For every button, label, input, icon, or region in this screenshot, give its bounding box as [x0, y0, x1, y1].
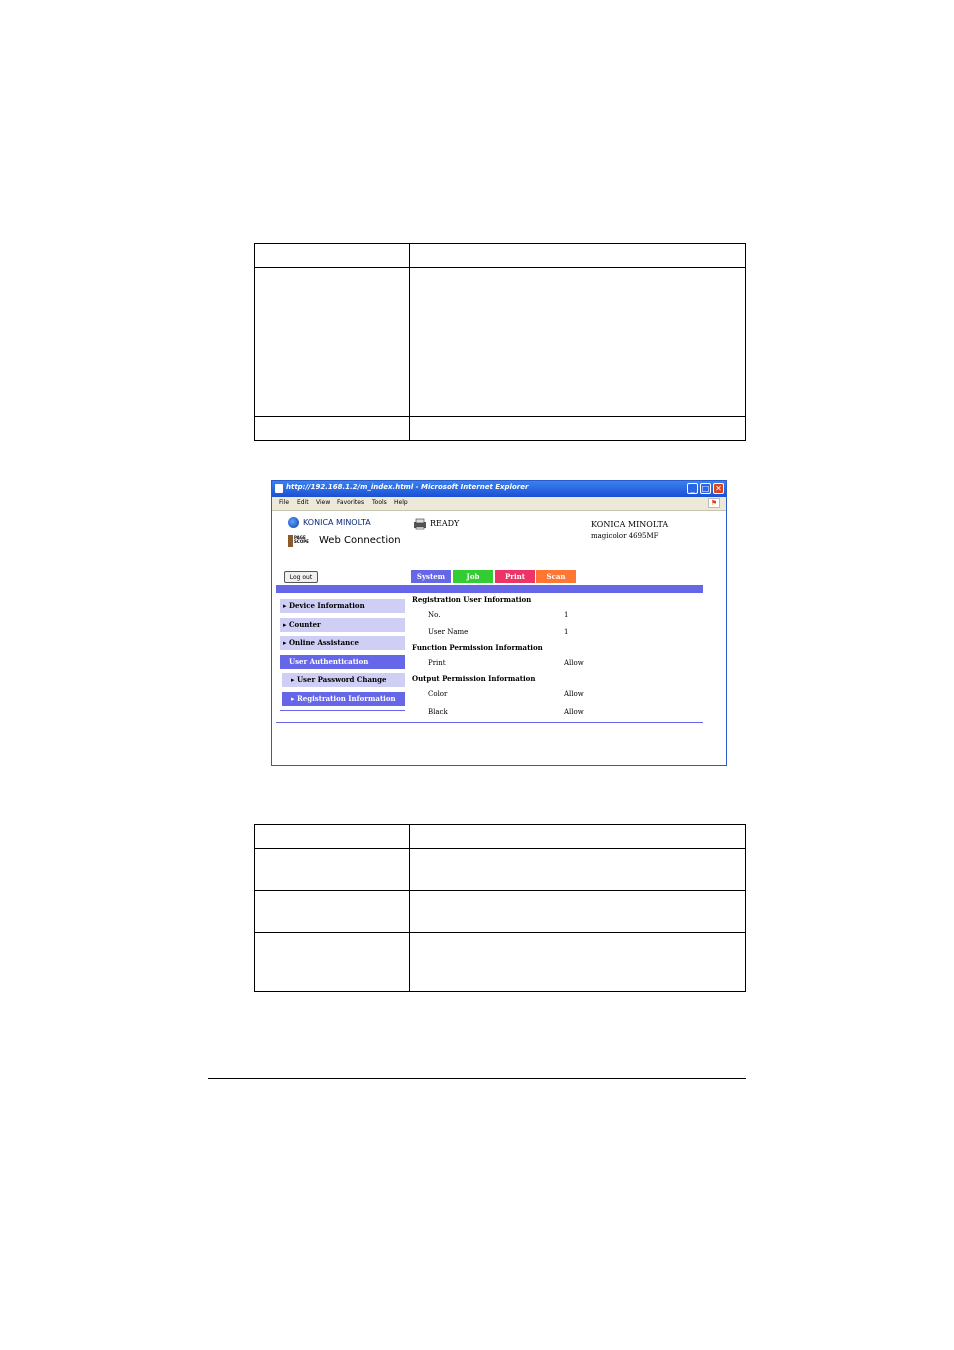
device-model: magicolor 4695MF	[591, 532, 659, 540]
tab-system[interactable]: System	[411, 570, 451, 583]
menu-view[interactable]: View	[316, 499, 331, 506]
table-cell	[255, 417, 410, 441]
menu-edit[interactable]: Edit	[297, 499, 309, 506]
header-band	[276, 585, 703, 593]
sidebar-item-label: Device Information	[288, 601, 365, 610]
table-cell	[410, 933, 746, 992]
product-logo-text: Web Connection	[319, 535, 401, 546]
upper-table	[254, 243, 746, 441]
table-cell	[255, 891, 410, 933]
table-cell	[255, 268, 410, 417]
menu-file[interactable]: File	[279, 499, 290, 506]
sidebar-item-label: Counter	[288, 620, 321, 629]
field-label: Print	[428, 659, 446, 667]
field-label: User Name	[428, 628, 469, 636]
table-cell	[255, 933, 410, 992]
section-heading: Function Permission Information	[412, 643, 543, 652]
section-heading: Registration User Information	[412, 595, 532, 604]
table-cell	[410, 849, 746, 891]
table-cell	[255, 244, 410, 268]
tab-print[interactable]: Print	[495, 570, 535, 583]
menu-bar	[272, 497, 726, 511]
sidebar-item-label: Registration Information	[296, 694, 396, 703]
sidebar-item-registration-information[interactable]: ▸ Registration Information	[282, 692, 405, 706]
table-cell	[410, 891, 746, 933]
tab-job[interactable]: Job	[453, 570, 493, 583]
pagescope-mark-icon	[288, 535, 293, 547]
sidebar-item-user-password-change[interactable]: ▸ User Password Change	[282, 673, 405, 687]
title-bar	[272, 481, 726, 497]
footer-rule	[208, 1078, 746, 1079]
globe-icon	[288, 517, 299, 528]
sidebar-item-label: User Authentication	[289, 657, 369, 666]
table-cell	[255, 849, 410, 891]
device-brand: KONICA MINOLTA	[591, 520, 669, 529]
sidebar-item-label: User Password Change	[296, 675, 387, 684]
table-cell	[410, 244, 746, 268]
table-cell	[255, 825, 410, 849]
windows-flag-icon: ⚑	[708, 498, 720, 508]
table-cell	[410, 825, 746, 849]
field-value: Allow	[564, 708, 584, 716]
minimize-button[interactable]: _	[687, 483, 698, 494]
section-heading: Output Permission Information	[412, 674, 536, 683]
table-cell	[410, 268, 746, 417]
printer-icon	[413, 518, 427, 530]
field-value: 1	[564, 628, 569, 636]
field-label: Black	[428, 708, 448, 716]
menu-help[interactable]: Help	[394, 499, 408, 506]
field-label: Color	[428, 690, 448, 698]
field-value: Allow	[564, 659, 584, 667]
brand-logo-text: KONICA MINOLTA	[303, 518, 371, 527]
close-button[interactable]: ✕	[713, 483, 724, 494]
sidebar-item-online-assistance[interactable]: ▸ Online Assistance	[280, 636, 405, 650]
field-value: 1	[564, 611, 569, 619]
menu-tools[interactable]: Tools	[372, 499, 387, 506]
field-label: No.	[428, 611, 441, 619]
table-cell	[410, 417, 746, 441]
sidebar-item-label: Online Assistance	[288, 638, 359, 647]
browser-window	[271, 480, 727, 766]
ie-icon	[275, 484, 283, 493]
window-title: http://192.168.1.2/m_index.html - Microsoft Internet Explorer	[286, 483, 529, 491]
content-bottom-rule	[276, 722, 703, 723]
sidebar-divider	[280, 710, 405, 711]
logout-button[interactable]: Log out	[284, 571, 318, 583]
sidebar-item-device-information[interactable]: ▸ Device Information	[280, 599, 405, 613]
field-value: Allow	[564, 690, 584, 698]
sidebar-item-user-authentication[interactable]	[280, 655, 405, 669]
pagescope-prefix: PAGE SCOPE	[294, 535, 309, 544]
status-text: READY	[430, 519, 460, 528]
menu-favorites[interactable]: Favorites	[337, 499, 365, 506]
maximize-button[interactable]: □	[701, 484, 710, 493]
sidebar-item-counter[interactable]: ▸ Counter	[280, 618, 405, 632]
lower-table	[254, 824, 746, 992]
tab-scan[interactable]: Scan	[536, 570, 576, 583]
